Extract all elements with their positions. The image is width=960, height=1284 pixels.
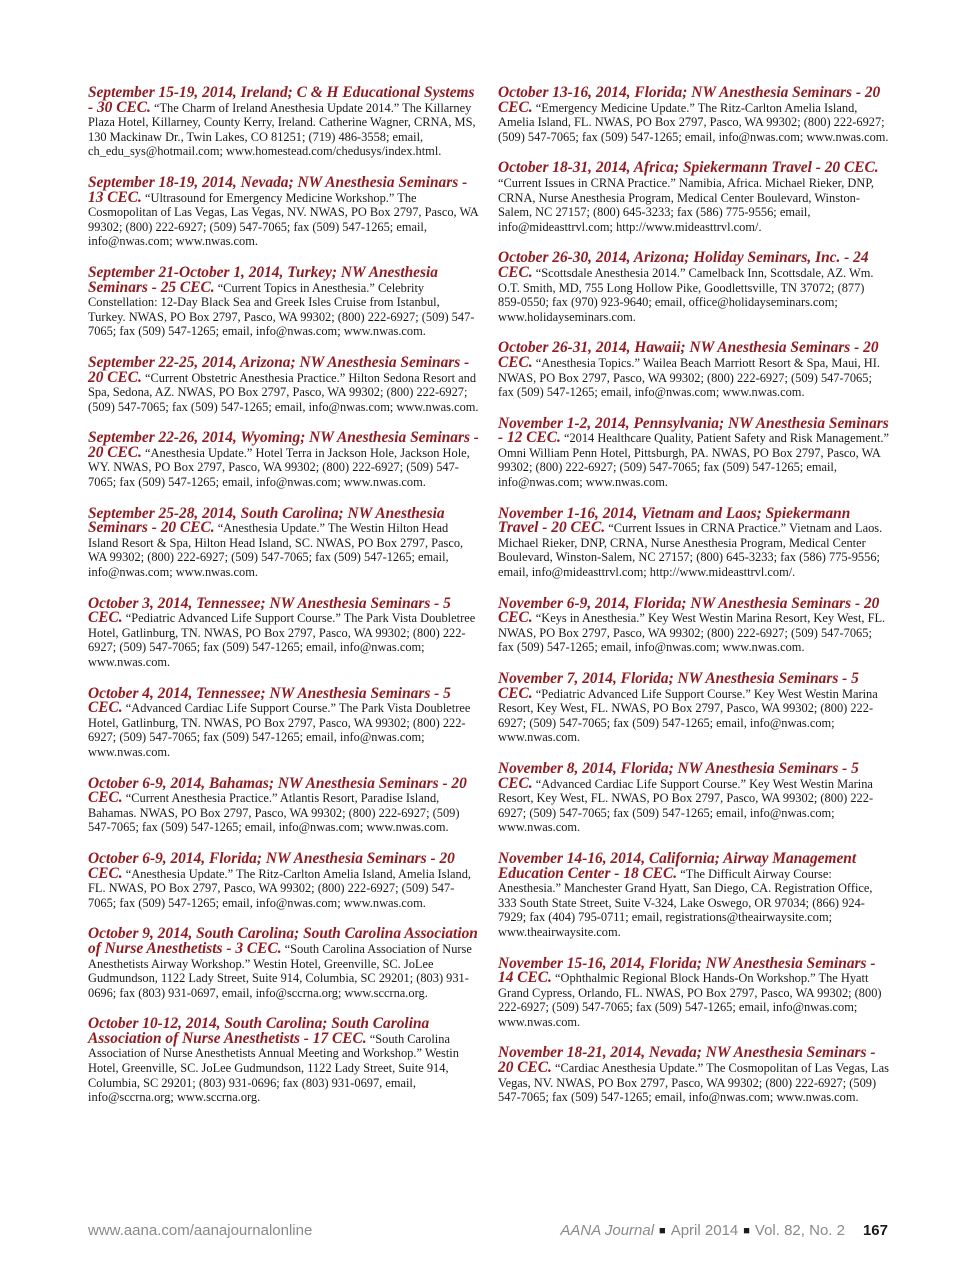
entry-details: “Current Topics in Anesthesia.” Celebrity Constellation: 12-Day Black Sea and Greek Isles Cruise from Istanbul, Turkey. NWAS, PO Box 2797, Pasco, WA 99302; (800) 222-6927; (509) 547-7065; fax (509) 547-1265; email, info@nwas.com; www.nwas.com. [88,280,475,339]
page-footer [88,1222,888,1242]
entry-details: “The Charm of Ireland Anesthesia Update 2014.” The Killarney Plaza Hotel, Killarney, County Kerry, Ireland. Catherine Wagner, CRNA, MS, 130 Mackinaw Dr., Twin Lakes, CO 81251; (719) 486-3558; email, ch_edu_sys@hotmail.com; www.homestead.com/chedusys/index.html. [88,100,476,159]
calendar-entry [498,251,890,324]
calendar-entry [498,504,890,580]
calendar-entry [498,759,890,835]
entry-heading: November 1-2, 2014, Pennsylvania; NW Anesthesia Seminars - 12 CEC. [498,414,889,447]
entry-heading: October 6-9, 2014, Bahamas; NW Anesthesia Seminars - 20 CEC. [88,774,467,807]
entry-details: “The Difficult Airway Course: Anesthesia.” Manchester Grand Hyatt, San Diego, CA. Registration Office, 333 South State Street, Suite V-324, Lake Oswego, OR 97034; (866) 924-7929; fax (404) 795-0711; email, registrations@theairwaysite.com; www.theairwaysite.com. [498,866,873,939]
calendar-entry [88,927,480,1000]
calendar-entry [88,774,480,835]
calendar-entry [498,594,890,655]
entry-heading: September 21-October 1, 2014, Turkey; NW Anesthesia Seminars - 25 CEC. [88,263,438,296]
calendar-entry [498,414,890,490]
entry-details: “Anesthesia Topics.” Wailea Beach Marriott Resort & Spa, Maui, HI. NWAS, PO Box 2797, Pasco, WA 99302; (800) 222-6927; (509) 547-7065; fax (509) 547-1265; email, info@nwas.com; www.nwas.com. [498,355,880,400]
calendar-entry [88,431,480,489]
entry-heading: October 13-16, 2014, Florida; NW Anesthesia Seminars - 20 CEC. [498,84,881,116]
footer-citation [560,1222,888,1239]
entry-heading: November 14-16, 2014, California; Airway Management Education Center - 18 CEC. [498,849,857,882]
calendar-entry [498,161,890,234]
entry-details: “Scottsdale Anesthesia 2014.” Camelback Inn, Scottsdale, AZ. Wm. O.T. Smith, MD, 755 Long Hollow Pike, Goodlettsville, TN 37072; (877) 859-0550; fax (970) 923-9640; email, office@holidayseminars.com; www.holidayseminars.com. [498,265,874,324]
calendar-entry [88,263,480,339]
entry-heading: November 18-21, 2014, Nevada; NW Anesthesia Seminars - 20 CEC. [498,1044,876,1077]
left-column [88,86,480,1122]
entry-heading: September 15-19, 2014, Ireland; C & H Educational Systems - 30 CEC. [88,84,475,116]
calendar-entry [498,1046,890,1104]
footer-volume: Vol. 82, No. 2 [754,1222,845,1239]
entry-details: “Anesthesia Update.” The Westin Hilton Head Island Resort & Spa, Hilton Head Island, SC. NWAS, PO Box 2797, Pasco, WA 99302; (800) 222-6927; (509) 547-7065; fax (509) 547-1265; email, info@nwas.com; www.nwas.com. [88,521,464,580]
entry-details: “Ultrasound for Emergency Medicine Workshop.” The Cosmopolitan of Las Vegas, Las Vegas, NV. NWAS, PO Box 2797, Pasco, WA 99302; (800) 222-6927; (509) 547-7065; fax (509) 547-1265; email, info@nwas.com; www.nwas.com. [88,190,479,249]
entry-heading: September 22-26, 2014, Wyoming; NW Anesthesia Seminars - 20 CEC. [88,429,479,461]
calendar-entry [88,173,480,249]
entry-details: “Anesthesia Update.” Hotel Terra in Jackson Hole, Jackson Hole, WY. NWAS, PO Box 2797, Pasco, WA 99302; (800) 222-6927; (509) 547-7065; fax (509) 547-1265; email, info@nwas.com; www.nwas.com. [88,445,470,490]
calendar-entry [88,684,480,760]
entry-details: “Current Issues in CRNA Practice.” Vietnam and Laos. Michael Rieker, DNP, CRNA, Nurse Anesthesia Program, Medical Center Boulevard, Winston-Salem, NC 27157; (800) 645-3233; fax (586) 775-9556; email, info@mideasttrvl.com; http://www.mideasttrvl.com/. [498,521,883,580]
page-number: 167 [862,1222,888,1239]
entry-heading: October 26-31, 2014, Hawaii; NW Anesthesia Seminars - 20 CEC. [498,339,879,371]
entry-details: “Advanced Cardiac Life Support Course.” The Park Vista Doubletree Hotel, Gatlinburg, TN. NWAS, PO Box 2797, Pasco, WA 99302; (800) 222-6927; (509) 547-7065; fax (509) 547-1265; email, info@nwas.com; www.nwas.com. [88,701,471,759]
entry-details: “Current Issues in CRNA Practice.” Namibia, Africa. Michael Rieker, DNP, CRNA, Nurse Anesthesia Program, Medical Center Boulevard, Winston-Salem, NC 27157; (800) 645-3233; fax (586) 775-9556; email, info@mideasttrvl.com; http://www.mideasttrvl.com/. [498,175,874,234]
separator-square-icon: ■ [743,1225,750,1237]
entry-heading: November 6-9, 2014, Florida; NW Anesthesia Seminars - 20 CEC. [498,594,880,627]
entry-details: “Cardiac Anesthesia Update.” The Cosmopolitan of Las Vegas, Las Vegas, NV. NWAS, PO Box 2797, Pasco, WA 99302; (800) 222-6927; (509) 547-7065; fax (509) 547-1265; email, info@nwas.com; www.nwas.com. [498,1061,890,1105]
calendar-entry [88,849,480,910]
entry-details: “Ophthalmic Regional Block Hands-On Workshop.” The Hyatt Grand Cypress, Orlando, FL. NWAS, PO Box 2797, Pasco, WA 99302; (800) 222-6927; (509) 547-7065; fax (509) 547-1265; email, info@nwas.com; www.nwas.com. [498,971,882,1029]
entry-heading: September 22-25, 2014, Arizona; NW Anesthesia Seminars - 20 CEC. [88,353,470,386]
entry-details: “South Carolina Association of Nurse Anesthetists Annual Meeting and Workshop.” Westin Hotel, Greenville, SC. JoLee Gudmundson, 1122 Lady Street, Suite 914, Columbia, SC 29201; (803) 931-0696; fax (803) 931-0697, email, info@sccrna.org; www.sccrna.org. [88,1031,459,1105]
entry-heading: October 3, 2014, Tennessee; NW Anesthesia Seminars - 5 CEC. [88,594,451,627]
separator-square-icon: ■ [659,1225,666,1237]
entry-heading: October 9, 2014, South Carolina; South Carolina Association of Nurse Anesthetists - 3 CEC. [88,925,478,957]
entry-heading: September 18-19, 2014, Nevada; NW Anesthesia Seminars - 13 CEC. [88,173,468,206]
footer-journal-name: AANA Journal [560,1222,655,1239]
entry-details: “Pediatric Advanced Life Support Course.” The Park Vista Doubletree Hotel, Gatlinburg, TN. NWAS, PO Box 2797, Pasco, WA 99302; (800) 222-6927; (509) 547-7065; fax (509) 547-1265; email, info@nwas.com; www.nwas.com. [88,611,476,669]
entry-heading: October 18-31, 2014, Africa; Spiekermann Travel - 20 CEC. [498,159,879,177]
entry-heading: October 26-30, 2014, Arizona; Holiday Seminars, Inc. - 24 CEC. [498,249,869,281]
entry-details: “Emergency Medicine Update.” The Ritz-Carlton Amelia Island, Amelia Island, FL. NWAS, PO Box 2797, Pasco, WA 99302; (800) 222-6927; (509) 547-7065; fax (509) 547-1265; email, info@nwas.com; www.nwas.com. [498,100,889,144]
entry-heading: November 8, 2014, Florida; NW Anesthesia Seminars - 5 CEC. [498,759,859,792]
entry-details: “Current Obstetric Anesthesia Practice.” Hilton Sedona Resort and Spa, Sedona, AZ. NWAS, PO Box 2797, Pasco, WA 99302; (800) 222-6927; (509) 547-7065; fax (509) 547-1265; email, info@nwas.com; www.nwas.com. [88,370,479,414]
footer-date: April 2014 [670,1222,739,1239]
calendar-entry [88,1017,480,1105]
calendar-entry [88,86,480,159]
entry-heading: September 25-28, 2014, South Carolina; NW Anesthesia Seminars - 20 CEC. [88,504,445,537]
entry-details: “Keys in Anesthesia.” Key West Westin Marina Resort, Key West, FL. NWAS, PO Box 2797, Pasco, WA 99302; (800) 222-6927; (509) 547-7065; fax (509) 547-1265; email, info@nwas.com; www.nwas.com. [498,611,886,655]
calendar-entry [498,341,890,399]
entry-heading: November 15-16, 2014, Florida; NW Anesthesia Seminars - 14 CEC. [498,954,876,987]
entry-heading: November 1-16, 2014, Vietnam and Laos; Spiekermann Travel - 20 CEC. [498,504,851,537]
entry-details: “Current Anesthesia Practice.” Atlantis Resort, Paradise Island, Bahamas. NWAS, PO Box 2797, Pasco, WA 99302; (800) 222-6927; (509) 547-7065; fax (509) 547-1265; email, info@nwas.com; www.nwas.com. [88,791,460,835]
calendar-entry [88,594,480,670]
calendar-entry [498,672,890,745]
calendar-entry [498,849,890,940]
entry-details: “Pediatric Advanced Life Support Course.” Key West Westin Marina Resort, Key West, FL. NWAS, PO Box 2797, Pasco, WA 99302; (800) 222-6927; (509) 547-7065; fax (509) 547-1265; email, info@nwas.com; www.nwas.com. [498,686,878,745]
entry-heading: October 6-9, 2014, Florida; NW Anesthesia Seminars - 20 CEC. [88,849,455,882]
calendar-entry [498,954,890,1030]
entry-details: “Anesthesia Update.” The Ritz-Carlton Amelia Island, Amelia Island, FL. NWAS, PO Box 2797, Pasco, WA 99302; (800) 222-6927; (509) 547-7065; fax (509) 547-1265; email, info@nwas.com; www.nwas.com. [88,866,472,910]
entry-details: “2014 Healthcare Quality, Patient Safety and Risk Management.” Omni William Penn Hotel, Pittsburgh, PA. NWAS, PO Box 2797, Pasco, WA 99302; (800) 222-6927; (509) 547-7065; fax (509) 547-1265; email, info@nwas.com; www.nwas.com. [498,431,890,490]
footer-url[interactable]: www.aana.com/aanajournalonline [88,1222,313,1239]
entry-details: “South Carolina Association of Nurse Anesthetists Airway Workshop.” Westin Hotel, Greenville, SC. JoLee Gudmundson, 1122 Lady Street, Suite 914, Columbia, SC 29201; (803) 931-0696; fax (803) 931-0697, email, info@sccrna.org; www.sccrna.org. [88,941,472,1000]
calendar-entry [498,86,890,144]
entry-heading: October 4, 2014, Tennessee; NW Anesthesia Seminars - 5 CEC. [88,684,451,717]
entry-details: “Advanced Cardiac Life Support Course.” Key West Westin Marina Resort, Key West, FL. NWAS, PO Box 2797, Pasco, WA 99302; (800) 222-6927; (509) 547-7065; fax (509) 547-1265; email, info@nwas.com; www.nwas.com. [498,776,874,835]
calendar-entry [88,353,480,414]
entry-heading: November 7, 2014, Florida; NW Anesthesia Seminars - 5 CEC. [498,670,859,702]
calendar-entry [88,504,480,580]
entry-heading: October 10-12, 2014, South Carolina; South Carolina Association of Nurse Anesthetists - 17 CEC. [88,1015,430,1047]
right-column [498,86,890,1122]
